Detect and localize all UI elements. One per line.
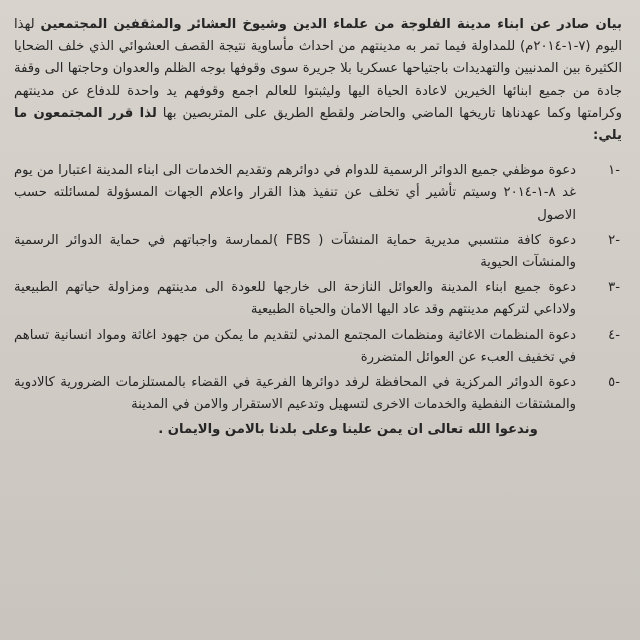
intro-heading: بيان صادر عن ابناء مدينة الفلوجة من علماء الدين وشيوخ العشائر والمثقفين المجتمعين <box>40 17 622 32</box>
item-number: -٣ <box>608 280 620 296</box>
item-number: -١ <box>608 163 620 179</box>
item-number: -٢ <box>608 232 620 248</box>
decisions-list <box>14 160 622 416</box>
list-item <box>14 277 622 321</box>
item-text: دعوة كافة منتسبي مديرية حماية المنشآت ( FBS )لممارسة واجباتهم في حماية الدوائر الرسمية والمنشآت الحيوية <box>14 232 576 271</box>
list-item <box>14 160 622 227</box>
intro-paragraph <box>14 14 622 147</box>
intro-body: لهذا اليوم (٧-١-٢٠١٤م) للمداولة فيما تمر به مدينتهم من احداث مأساوية نتيجة القصف العشوائي الذي خلف الضحايا الكثيرة بين المدنيين والتهديدات باجتياحها عسكريا بلا جريرة سوى وقوفها بوجه الظلم والعدوان وحاجتها الى وقفة جادة من جميع ابنائها الخيرين لاعادة الحياة اليها وليثبتوا للعالم اجمع وقوفهم يد واحدة للدفاع عن مدينتهم وكرامتها وكما عهدناها تاريخها الماضي والحاضر ولقطع الطريق على المتربصين بها <box>14 17 622 121</box>
closing-line: وندعوا الله تعالى ان يمن علينا وعلى بلدنا بالامن والايمان . <box>158 422 538 438</box>
item-text: دعوة موظفي جميع الدوائر الرسمية للدوام في دوائرهم وتقديم الخدمات الى ابناء المدينة اعتبارا من يوم غد ٨-١-٢٠١٤ وسيتم تأشير أي تخلف عن تنفيذ هذا القرار واعلام الجهات المسؤولة لمسائلته حسب الاصول <box>14 163 576 223</box>
intro-decision: لذا قرر المجتمعون ما يلي: <box>14 105 622 144</box>
item-text: دعوة الدوائر المركزية في المحافظة لرفد دوائرها الفرعية في القضاء بالمستلزمات الضرورية كالادوية والمشتقات النفطية والخدمات الاخرى لتسهيل وتدعيم الاستقرار والامن في المدينة <box>14 375 576 413</box>
list-item <box>14 230 622 274</box>
list-item <box>14 325 622 369</box>
list-item <box>14 372 622 416</box>
item-text: دعوة جميع ابناء المدينة والعوائل النازحة الى خارجها للعودة الى مدينتهم ومزاولة حياتهم الطبيعية ولاداعي لتركهم مدينتهم وقد عاد اليها الامان والحياة الطبيعية <box>14 280 576 318</box>
item-text: دعوة المنظمات الاغاثية ومنظمات المجتمع المدني لتقديم ما يمكن من جهود اغاثة ومواد انسانية تساهم في تخفيف العبء عن العوائل المتضررة <box>14 327 576 365</box>
item-number: -٤ <box>608 327 620 343</box>
item-number: -٥ <box>608 375 620 391</box>
